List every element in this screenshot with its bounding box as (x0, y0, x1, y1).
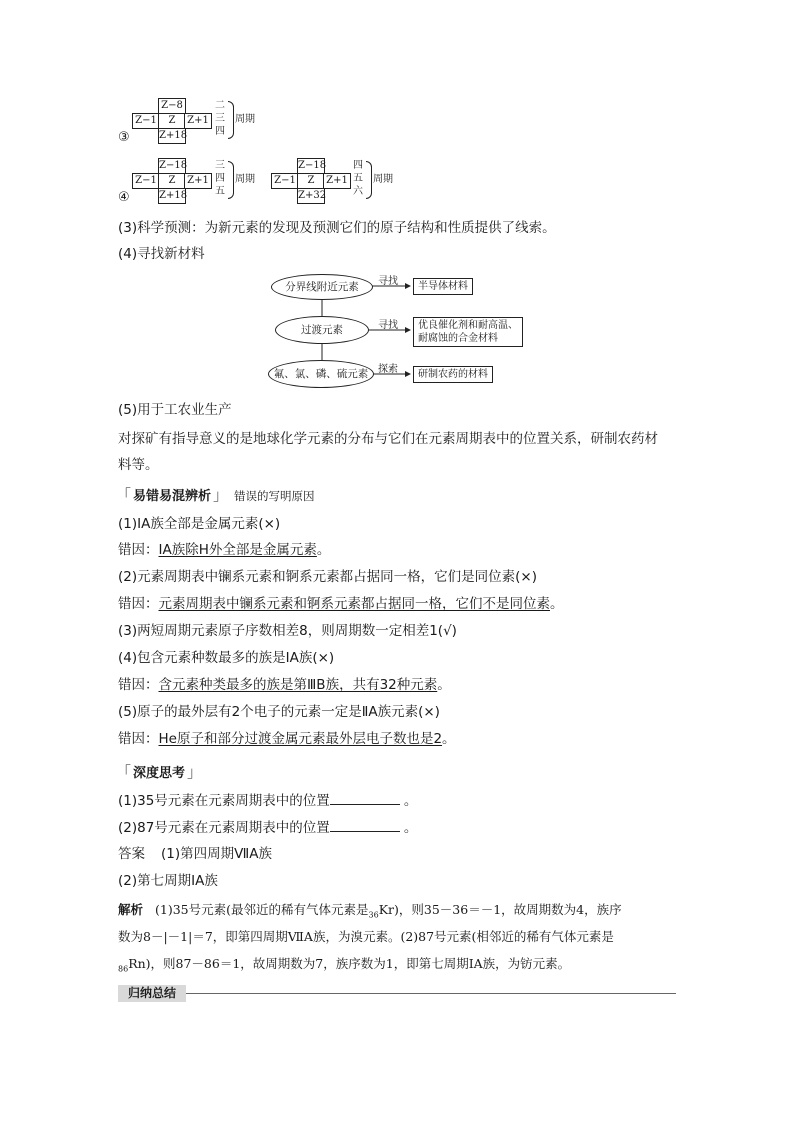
cell-center: Z (158, 173, 186, 189)
cell-top: Z−8 (158, 98, 186, 114)
period-word-3: 周期 (235, 114, 255, 125)
cell-top: Z−18 (297, 158, 325, 174)
paragraph-5: (5)用于工农业生产 (118, 402, 232, 418)
source-fcl-ps-elements: 氟、氯、磷、硫元素 (268, 360, 374, 388)
error-reason-2: 错因：元素周期表中镧系元素和锕系元素都占据同一格，它们不是同位素。 (118, 596, 564, 612)
cell-top: Z−18 (158, 158, 186, 174)
question-2: (2)87号元素在元素周期表中的位置 。 (118, 820, 418, 836)
target-semiconductor: 半导体材料 (413, 278, 473, 295)
answer-label: 答案 (118, 846, 145, 862)
cell-bottom: Z+18 (158, 188, 186, 204)
paragraph-3: (3)科学预测：为新元素的发现及预测它们的原子结构和性质提供了线索。 (118, 220, 556, 236)
verb-1: 寻找 (378, 276, 398, 287)
cell-right: Z+1 (323, 173, 351, 189)
item-number-3: ③ (118, 130, 130, 145)
question-1: (1)35号元素在元素周期表中的位置 。 (118, 793, 418, 809)
verb-2: 寻找 (378, 320, 398, 331)
analysis-line-1: 解析 (1)35号元素(最邻近的稀有气体元素是$_{36}$Kr)，则35－36＝－1，故周期数为4，族序 (118, 902, 622, 920)
analysis-line-2: 数为8－|－1|＝7，即第四周期ⅦA族，为溴元素。(2)87号元素(相邻近的稀有气体元素是 (118, 929, 614, 944)
answer-2: (2)第七周期ⅠA族 (118, 873, 218, 889)
target-alloy: 优良催化剂和耐高温、 耐腐蚀的合金材料 (413, 317, 523, 347)
cell-right: Z+1 (184, 113, 212, 129)
section-title: 易错易混辨析 (133, 489, 212, 504)
error-item-1: (1)ⅠA族全部是金属元素(×) (118, 516, 281, 532)
analysis-label: 解析 (118, 902, 144, 917)
answer-blank-1[interactable] (330, 791, 400, 805)
deep-thinking-header: 「 深度思考 」 (116, 763, 203, 781)
answer-1: 答案 (1)第四周期ⅦA族 (118, 846, 272, 862)
cell-left: Z−1 (271, 173, 299, 189)
cell-center: Z (158, 113, 186, 129)
brace-3 (228, 101, 234, 139)
cell-center: Z (297, 173, 325, 189)
verb-3: 探索 (378, 364, 398, 375)
target-pesticide: 研制农药的材料 (413, 366, 493, 383)
brace-4a (228, 161, 234, 199)
error-reason-5: 错因：He原子和部分过渡金属元素最外层电子数也是2。 (118, 731, 456, 747)
error-item-2: (2)元素周期表中镧系元素和锕系元素都占据同一格，它们是同位素(×) (118, 569, 537, 585)
item-number-4: ④ (118, 190, 130, 205)
period-labels-3: 二 三 四 (215, 100, 225, 137)
paragraph-6b: 料等。 (118, 457, 159, 473)
paragraph-4: (4)寻找新材料 (118, 246, 205, 262)
cell-bottom: Z+32 (297, 188, 325, 204)
errors-section-header: 「 易错易混辨析 」 错误的写明原因 (116, 486, 315, 504)
answer-blank-2[interactable] (330, 818, 400, 832)
cell-bottom: Z+18 (158, 128, 186, 144)
section-title: 深度思考 (133, 766, 186, 781)
section-subtitle: 错误的写明原因 (234, 489, 315, 503)
error-reason-4: 错因：含元素种类最多的族是第ⅢB族，共有32种元素。 (118, 677, 451, 693)
error-reason-1: 错因：ⅠA族除H外全部是金属元素。 (118, 542, 331, 558)
cell-left: Z−1 (132, 113, 160, 129)
error-item-4: (4)包含元素种数最多的族是ⅠA族(×) (118, 650, 335, 666)
source-boundary-elements: 分界线附近元素 (271, 274, 373, 300)
brace-4b (366, 161, 372, 199)
cell-right: Z+1 (184, 173, 212, 189)
period-word-4a: 周期 (235, 174, 255, 185)
summary-divider (186, 993, 676, 994)
summary-tag: 归纳总结 (118, 985, 186, 1002)
source-transition-elements: 过渡元素 (275, 316, 369, 344)
analysis-line-3: $_{86}$Rn)，则87－86＝1，故周期数为7，族序数为1，即第七周期ⅠA族，为钫元素。 (118, 956, 571, 974)
error-item-3: (3)两短周期元素原子序数相差8，则周期数一定相差1(√) (118, 623, 457, 639)
paragraph-6a: 对探矿有指导意义的是地球化学元素的分布与它们在元素周期表中的位置关系，研制农药材 (118, 431, 658, 447)
error-item-5: (5)原子的最外层有2个电子的元素一定是ⅡA族元素(×) (118, 704, 440, 720)
period-labels-4b: 四 五 六 (353, 160, 363, 197)
cell-left: Z−1 (132, 173, 160, 189)
period-word-4b: 周期 (373, 174, 393, 185)
period-labels-4a: 三 四 五 (215, 160, 225, 197)
